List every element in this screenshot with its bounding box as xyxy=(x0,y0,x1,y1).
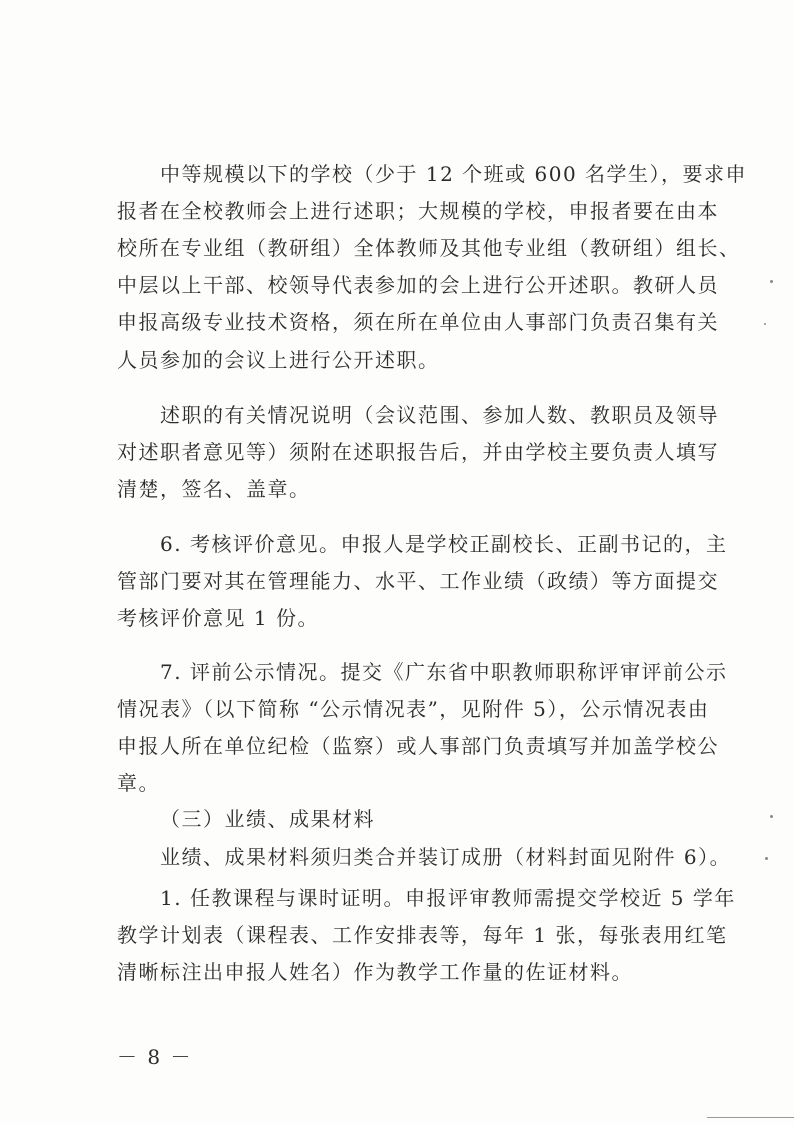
text-line: 人员参加的会议上进行公开述职。 xyxy=(117,348,440,372)
text-line: 1. 任教课程与课时证明。申报评审教师需提交学校近 5 学年 xyxy=(160,886,736,910)
text-line: 业绩、成果材料须归类合并装订成册（材料封面见附件 6）。 xyxy=(160,845,732,869)
section-heading: （三）业绩、成果材料 xyxy=(160,807,375,831)
text-line: 章。 xyxy=(117,771,160,795)
page-number: － 8 － xyxy=(117,1045,193,1069)
text-line: 申报高级专业技术资格，须在所在单位由人事部门负责召集有关 xyxy=(117,310,719,334)
text-line: 中层以上干部、校领导代表参加的会上进行公开述职。教研人员 xyxy=(117,273,719,297)
scan-edge-line xyxy=(707,1117,794,1118)
text-line: 对述职者意见等）须附在述职报告后，并由学校主要负责人填写 xyxy=(117,440,719,464)
text-line: 清楚，签名、盖章。 xyxy=(117,477,311,501)
scan-speck xyxy=(765,857,768,860)
scan-speck xyxy=(770,815,773,818)
text-line: 管部门要对其在管理能力、水平、工作业绩（政绩）等方面提交 xyxy=(117,569,719,593)
scan-speck xyxy=(764,323,766,325)
text-line: 情况表》（以下简称 “公示情况表”，见附件 5），公示情况表由 xyxy=(117,697,710,721)
text-line: 考核评价意见 1 份。 xyxy=(117,606,319,630)
text-line: 申报人所在单位纪检（监察）或人事部门负责填写并加盖学校公 xyxy=(117,734,719,758)
text-line: 清晰标注出申报人姓名）作为教学工作量的佐证材料。 xyxy=(117,960,633,984)
text-line: 校所在专业组（教研组）全体教师及其他专业组（教研组）组长、 xyxy=(117,236,741,260)
text-line: 述职的有关情况说明（会议范围、参加人数、教职员及领导 xyxy=(160,403,719,427)
text-line: 7. 评前公示情况。提交《广东省中职教师职称评审评前公示 xyxy=(160,660,728,684)
text-line: 教学计划表（课程表、工作安排表等，每年 1 张，每张表用红笔 xyxy=(117,923,728,947)
text-line: 6. 考核评价意见。申报人是学校正副校长、正副书记的，主 xyxy=(160,532,728,556)
text-line: 中等规模以下的学校（少于 12 个班或 600 名学生），要求申 xyxy=(160,162,748,186)
text-line: 报者在全校教师会上进行述职；大规模的学校，申报者要在由本 xyxy=(117,199,719,223)
scan-speck xyxy=(770,280,773,283)
